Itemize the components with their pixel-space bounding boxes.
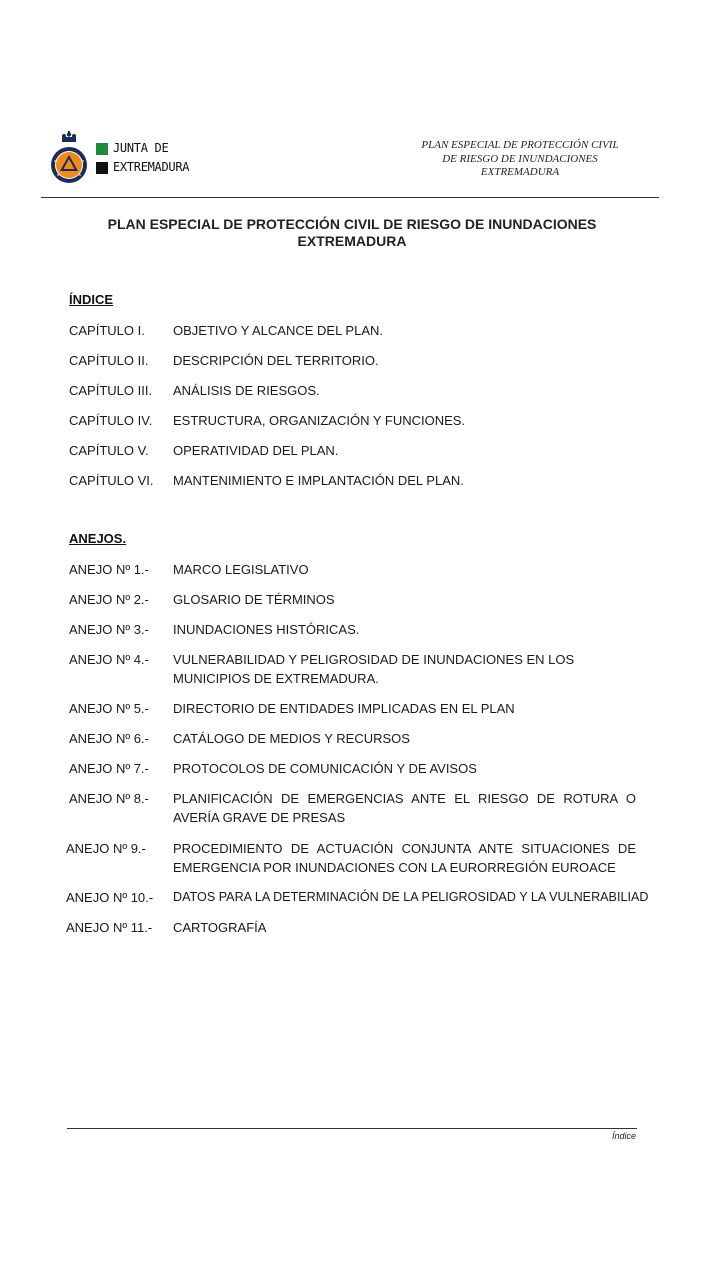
anejo-title: INUNDACIONES HISTÓRICAS. [173,622,360,637]
chapter-label: CAPÍTULO IV. [69,413,153,428]
chapter-label: CAPÍTULO II. [69,353,149,368]
anejo-title: MARCO LEGISLATIVO [173,562,309,577]
chapter-title: OPERATIVIDAD DEL PLAN. [173,443,339,458]
chapter-title: ESTRUCTURA, ORGANIZACIÓN Y FUNCIONES. [173,413,466,428]
logo-line-2: EXTREMADURA [113,160,190,174]
anejo-title: PROTOCOLOS DE COMUNICACIÓN Y DE AVISOS [173,761,477,776]
chapter-label: CAPÍTULO VI. [69,473,154,488]
indice-heading: ÍNDICE [69,292,114,307]
chapter-title: OBJETIVO Y ALCANCE DEL PLAN. [173,323,384,338]
anejo-label: ANEJO Nº 7.- [69,761,149,776]
anejo-label: ANEJO Nº 5.- [69,701,149,716]
document-title-line-2: EXTREMADURA [297,233,407,249]
junta-extremadura-logo [96,139,189,177]
anejo-title: GLOSARIO DE TÉRMINOS [173,592,335,607]
anejo-title: DATOS PARA LA DETERMINACIÓN DE LA PELIGROSIDAD Y LA VULNERABILIAD [173,890,649,904]
chapter-label: CAPÍTULO V. [69,443,149,458]
header-plan-line-2: DE RIESGO DE INUNDACIONES [442,152,598,165]
anejo-label: ANEJO Nº 6.- [69,731,149,746]
anejos-heading: ANEJOS. [69,531,127,546]
header-divider [41,197,659,198]
green-square-icon [96,143,108,155]
anejo-label: ANEJO Nº 1.- [69,562,149,577]
header-plan-line-1: PLAN ESPECIAL DE PROTECCIÓN CIVIL [421,139,619,151]
anejo-title: CARTOGRAFÍA [173,920,267,935]
logo-line-1: JUNTA DE [113,141,169,155]
chapter-label: CAPÍTULO I. [69,323,145,338]
chapter-title: DESCRIPCIÓN DEL TERRITORIO. [173,353,379,368]
footer-section-label: Índice [611,1131,636,1141]
anejo-title: DIRECTORIO DE ENTIDADES IMPLICADAS EN EL PLAN [173,701,515,716]
anejo-label: ANEJO Nº 2.- [69,592,149,607]
document-title [40,216,664,250]
anejo-title: PROCEDIMIENTO DE ACTUACIÓN CONJUNTA ANTE SITUACIONES DE EMERGENCIA POR INUNDACIONES CON LA EURORREGIÓN EUROACE [173,841,636,875]
chapter-label: CAPÍTULO III. [69,383,153,398]
anejo-label: ANEJO Nº 3.- [69,622,149,637]
anejo-title: PLANIFICACIÓN DE EMERGENCIAS ANTE EL RIESGO DE ROTURA O AVERÍA GRAVE DE PRESAS [173,791,636,825]
proteccion-civil-emblem-icon [49,131,89,187]
anejo-label: ANEJO Nº 11.- [66,920,153,935]
footer-divider [67,1128,637,1129]
chapter-title: ANÁLISIS DE RIESGOS. [173,383,320,398]
header-plan-title [400,139,640,180]
anejo-label: ANEJO Nº 4.- [69,652,149,667]
chapter-title: MANTENIMIENTO E IMPLANTACIÓN DEL PLAN. [173,473,464,488]
anejo-title: VULNERABILIDAD Y PELIGROSIDAD DE INUNDACIONES EN LOS MUNICIPIOS DE EXTREMADURA. [173,652,575,686]
black-square-icon [96,162,108,174]
anejo-label: ANEJO Nº 10.- [66,890,154,905]
anejo-title: CATÁLOGO DE MEDIOS Y RECURSOS [173,731,410,746]
anejo-label: ANEJO Nº 8.- [69,791,149,806]
document-title-line-1: PLAN ESPECIAL DE PROTECCIÓN CIVIL DE RIESGO DE INUNDACIONES [107,216,597,232]
anejo-label: ANEJO Nº 9.- [66,841,146,856]
header-plan-line-3: EXTREMADURA [480,166,560,178]
